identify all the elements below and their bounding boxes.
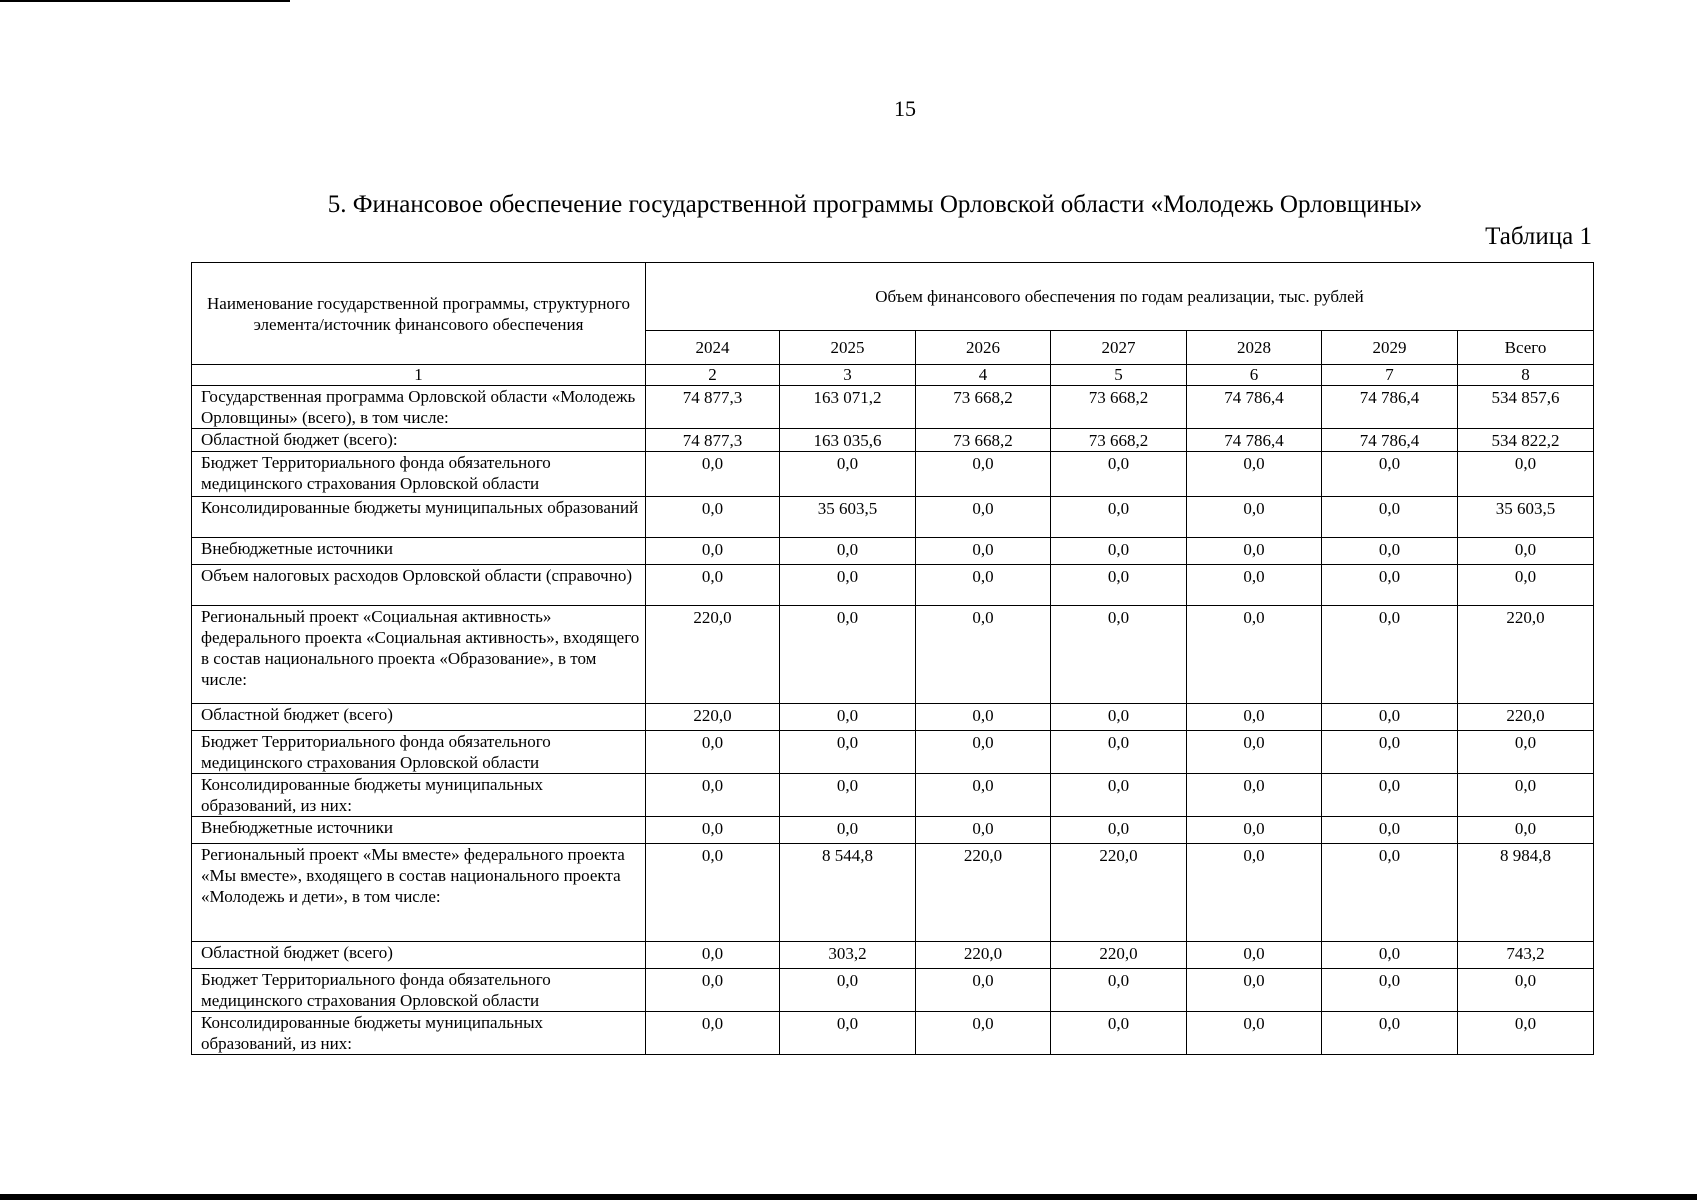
row-value-cell: 0,0 bbox=[916, 731, 1051, 774]
row-total-cell: 743,2 bbox=[1458, 942, 1594, 969]
table-row bbox=[192, 606, 1594, 704]
row-name-cell: Бюджет Территориального фонда обязательного медицинского страхования Орловской области bbox=[192, 731, 646, 774]
column-index: 5 bbox=[1051, 365, 1187, 386]
table-row bbox=[192, 386, 1594, 429]
column-index: 1 bbox=[192, 365, 646, 386]
row-total-cell: 35 603,5 bbox=[1458, 497, 1594, 538]
row-value-cell: 0,0 bbox=[646, 452, 780, 497]
table-header-row bbox=[192, 263, 1594, 331]
row-value-cell: 0,0 bbox=[646, 565, 780, 606]
row-value-cell: 0,0 bbox=[1322, 452, 1458, 497]
row-value-cell: 0,0 bbox=[1187, 704, 1322, 731]
row-value-cell: 35 603,5 bbox=[780, 497, 916, 538]
row-value-cell: 303,2 bbox=[780, 942, 916, 969]
row-value-cell: 74 786,4 bbox=[1322, 386, 1458, 429]
row-name-cell: Внебюджетные источники bbox=[192, 817, 646, 844]
row-value-cell: 0,0 bbox=[1187, 606, 1322, 704]
table-row bbox=[192, 538, 1594, 565]
table-row bbox=[192, 817, 1594, 844]
row-name-cell: Внебюджетные источники bbox=[192, 538, 646, 565]
row-value-cell: 0,0 bbox=[780, 452, 916, 497]
row-value-cell: 0,0 bbox=[1187, 817, 1322, 844]
row-value-cell: 74 786,4 bbox=[1322, 429, 1458, 452]
row-total-cell: 0,0 bbox=[1458, 1012, 1594, 1055]
row-value-cell: 0,0 bbox=[916, 1012, 1051, 1055]
row-value-cell: 0,0 bbox=[646, 538, 780, 565]
row-value-cell: 0,0 bbox=[1322, 565, 1458, 606]
row-value-cell: 0,0 bbox=[1187, 497, 1322, 538]
row-value-cell: 0,0 bbox=[780, 774, 916, 817]
row-value-cell: 0,0 bbox=[780, 565, 916, 606]
table-row bbox=[192, 704, 1594, 731]
table-row bbox=[192, 452, 1594, 497]
row-value-cell: 74 877,3 bbox=[646, 386, 780, 429]
column-index: 8 bbox=[1458, 365, 1594, 386]
column-index: 3 bbox=[780, 365, 916, 386]
row-value-cell: 0,0 bbox=[916, 606, 1051, 704]
table-row bbox=[192, 1012, 1594, 1055]
column-index: 7 bbox=[1322, 365, 1458, 386]
row-value-cell: 220,0 bbox=[1051, 942, 1187, 969]
table-row bbox=[192, 969, 1594, 1012]
row-name-cell: Консолидированные бюджеты муниципальных образований bbox=[192, 497, 646, 538]
row-value-cell: 0,0 bbox=[916, 565, 1051, 606]
table-row bbox=[192, 429, 1594, 452]
row-value-cell: 74 877,3 bbox=[646, 429, 780, 452]
table-row bbox=[192, 731, 1594, 774]
row-value-cell: 0,0 bbox=[780, 606, 916, 704]
row-value-cell: 220,0 bbox=[646, 606, 780, 704]
scan-edge-band bbox=[0, 1194, 1697, 1200]
table-row bbox=[192, 497, 1594, 538]
row-value-cell: 0,0 bbox=[1051, 452, 1187, 497]
row-value-cell: 0,0 bbox=[646, 942, 780, 969]
row-value-cell: 220,0 bbox=[916, 844, 1051, 942]
row-value-cell: 0,0 bbox=[646, 1012, 780, 1055]
row-name-cell: Консолидированные бюджеты муниципальных образований, из них: bbox=[192, 1012, 646, 1055]
year-header: 2028 bbox=[1187, 331, 1322, 365]
column-index: 4 bbox=[916, 365, 1051, 386]
row-value-cell: 0,0 bbox=[646, 774, 780, 817]
row-value-cell: 0,0 bbox=[1187, 942, 1322, 969]
row-value-cell: 0,0 bbox=[916, 969, 1051, 1012]
row-value-cell: 0,0 bbox=[780, 817, 916, 844]
row-value-cell: 73 668,2 bbox=[1051, 429, 1187, 452]
row-value-cell: 0,0 bbox=[1187, 774, 1322, 817]
row-value-cell: 0,0 bbox=[916, 452, 1051, 497]
total-header: Всего bbox=[1458, 331, 1594, 365]
row-value-cell: 0,0 bbox=[780, 731, 916, 774]
row-name-cell: Региональный проект «Мы вместе» федерального проекта «Мы вместе», входящего в состав национального проекта «Молодежь и дети», в том числе: bbox=[192, 844, 646, 942]
row-total-cell: 0,0 bbox=[1458, 969, 1594, 1012]
header-name-column: Наименование государственной программы, структурного элемента/источник финансового обеспечения bbox=[192, 263, 646, 365]
row-value-cell: 74 786,4 bbox=[1187, 429, 1322, 452]
row-value-cell: 0,0 bbox=[916, 704, 1051, 731]
row-total-cell: 534 822,2 bbox=[1458, 429, 1594, 452]
table-row bbox=[192, 565, 1594, 606]
row-value-cell: 0,0 bbox=[646, 731, 780, 774]
row-value-cell: 0,0 bbox=[1322, 731, 1458, 774]
row-value-cell: 0,0 bbox=[1051, 969, 1187, 1012]
row-value-cell: 0,0 bbox=[1322, 497, 1458, 538]
row-value-cell: 0,0 bbox=[646, 969, 780, 1012]
row-value-cell: 0,0 bbox=[646, 844, 780, 942]
year-header: 2024 bbox=[646, 331, 780, 365]
row-total-cell: 0,0 bbox=[1458, 565, 1594, 606]
table-row bbox=[192, 942, 1594, 969]
row-total-cell: 0,0 bbox=[1458, 452, 1594, 497]
row-name-cell: Региональный проект «Социальная активность» федерального проекта «Социальная активность», входящего в состав национального проекта «Образование», в том числе: bbox=[192, 606, 646, 704]
row-value-cell: 0,0 bbox=[1187, 538, 1322, 565]
row-value-cell: 220,0 bbox=[646, 704, 780, 731]
row-value-cell: 0,0 bbox=[780, 969, 916, 1012]
row-value-cell: 74 786,4 bbox=[1187, 386, 1322, 429]
row-total-cell: 0,0 bbox=[1458, 817, 1594, 844]
row-value-cell: 0,0 bbox=[1322, 817, 1458, 844]
row-value-cell: 0,0 bbox=[1051, 817, 1187, 844]
row-value-cell: 0,0 bbox=[1187, 969, 1322, 1012]
year-header: 2025 bbox=[780, 331, 916, 365]
financing-table-container bbox=[191, 262, 1593, 1055]
row-value-cell: 0,0 bbox=[1322, 942, 1458, 969]
row-name-cell: Областной бюджет (всего) bbox=[192, 942, 646, 969]
row-value-cell: 163 071,2 bbox=[780, 386, 916, 429]
row-value-cell: 0,0 bbox=[1051, 565, 1187, 606]
row-value-cell: 73 668,2 bbox=[916, 386, 1051, 429]
row-name-cell: Бюджет Территориального фонда обязательного медицинского страхования Орловской области bbox=[192, 969, 646, 1012]
row-total-cell: 534 857,6 bbox=[1458, 386, 1594, 429]
row-value-cell: 0,0 bbox=[1187, 844, 1322, 942]
row-value-cell: 0,0 bbox=[916, 817, 1051, 844]
row-name-cell: Областной бюджет (всего): bbox=[192, 429, 646, 452]
row-value-cell: 8 544,8 bbox=[780, 844, 916, 942]
row-value-cell: 0,0 bbox=[1187, 565, 1322, 606]
row-value-cell: 0,0 bbox=[1187, 731, 1322, 774]
table-row bbox=[192, 774, 1594, 817]
row-name-cell: Бюджет Территориального фонда обязательного медицинского страхования Орловской области bbox=[192, 452, 646, 497]
row-value-cell: 163 035,6 bbox=[780, 429, 916, 452]
row-value-cell: 0,0 bbox=[780, 1012, 916, 1055]
row-name-cell: Консолидированные бюджеты муниципальных образований, из них: bbox=[192, 774, 646, 817]
row-value-cell: 0,0 bbox=[1051, 538, 1187, 565]
row-value-cell: 0,0 bbox=[1051, 704, 1187, 731]
row-value-cell: 0,0 bbox=[1322, 969, 1458, 1012]
row-value-cell: 0,0 bbox=[1051, 774, 1187, 817]
row-value-cell: 0,0 bbox=[1051, 497, 1187, 538]
row-total-cell: 0,0 bbox=[1458, 731, 1594, 774]
row-value-cell: 0,0 bbox=[1187, 452, 1322, 497]
row-value-cell: 0,0 bbox=[1322, 606, 1458, 704]
row-value-cell: 0,0 bbox=[780, 538, 916, 565]
row-name-cell: Государственная программа Орловской области «Молодежь Орловщины» (всего), в том числе: bbox=[192, 386, 646, 429]
row-name-cell: Областной бюджет (всего) bbox=[192, 704, 646, 731]
document-title: 5. Финансовое обеспечение государственной программы Орловской области «Молодежь Орловщины» bbox=[327, 191, 1423, 218]
column-index: 6 bbox=[1187, 365, 1322, 386]
page-number: 15 bbox=[894, 96, 916, 121]
row-value-cell: 220,0 bbox=[916, 942, 1051, 969]
row-value-cell: 0,0 bbox=[1322, 538, 1458, 565]
year-header: 2027 bbox=[1051, 331, 1187, 365]
financing-table bbox=[191, 262, 1594, 1055]
row-value-cell: 0,0 bbox=[1322, 844, 1458, 942]
year-header: 2029 bbox=[1322, 331, 1458, 365]
row-value-cell: 220,0 bbox=[1051, 844, 1187, 942]
row-value-cell: 0,0 bbox=[1051, 1012, 1187, 1055]
row-value-cell: 0,0 bbox=[1051, 731, 1187, 774]
row-value-cell: 73 668,2 bbox=[916, 429, 1051, 452]
row-value-cell: 0,0 bbox=[1051, 606, 1187, 704]
row-value-cell: 0,0 bbox=[780, 704, 916, 731]
row-total-cell: 8 984,8 bbox=[1458, 844, 1594, 942]
row-total-cell: 0,0 bbox=[1458, 774, 1594, 817]
row-total-cell: 0,0 bbox=[1458, 538, 1594, 565]
row-value-cell: 0,0 bbox=[1322, 1012, 1458, 1055]
row-value-cell: 0,0 bbox=[1187, 1012, 1322, 1055]
year-header: 2026 bbox=[916, 331, 1051, 365]
header-group: Объем финансового обеспечения по годам реализации, тыс. рублей bbox=[646, 263, 1594, 331]
row-value-cell: 0,0 bbox=[916, 774, 1051, 817]
row-value-cell: 0,0 bbox=[916, 538, 1051, 565]
row-value-cell: 0,0 bbox=[916, 497, 1051, 538]
row-value-cell: 73 668,2 bbox=[1051, 386, 1187, 429]
table-label: Таблица 1 bbox=[1485, 223, 1592, 250]
row-value-cell: 0,0 bbox=[646, 817, 780, 844]
column-index: 2 bbox=[646, 365, 780, 386]
row-total-cell: 220,0 bbox=[1458, 704, 1594, 731]
column-index-row bbox=[192, 365, 1594, 386]
row-value-cell: 0,0 bbox=[646, 497, 780, 538]
row-total-cell: 220,0 bbox=[1458, 606, 1594, 704]
table-row bbox=[192, 844, 1594, 942]
row-value-cell: 0,0 bbox=[1322, 774, 1458, 817]
scan-edge-line bbox=[0, 0, 290, 2]
row-name-cell: Объем налоговых расходов Орловской области (справочно) bbox=[192, 565, 646, 606]
row-value-cell: 0,0 bbox=[1322, 704, 1458, 731]
